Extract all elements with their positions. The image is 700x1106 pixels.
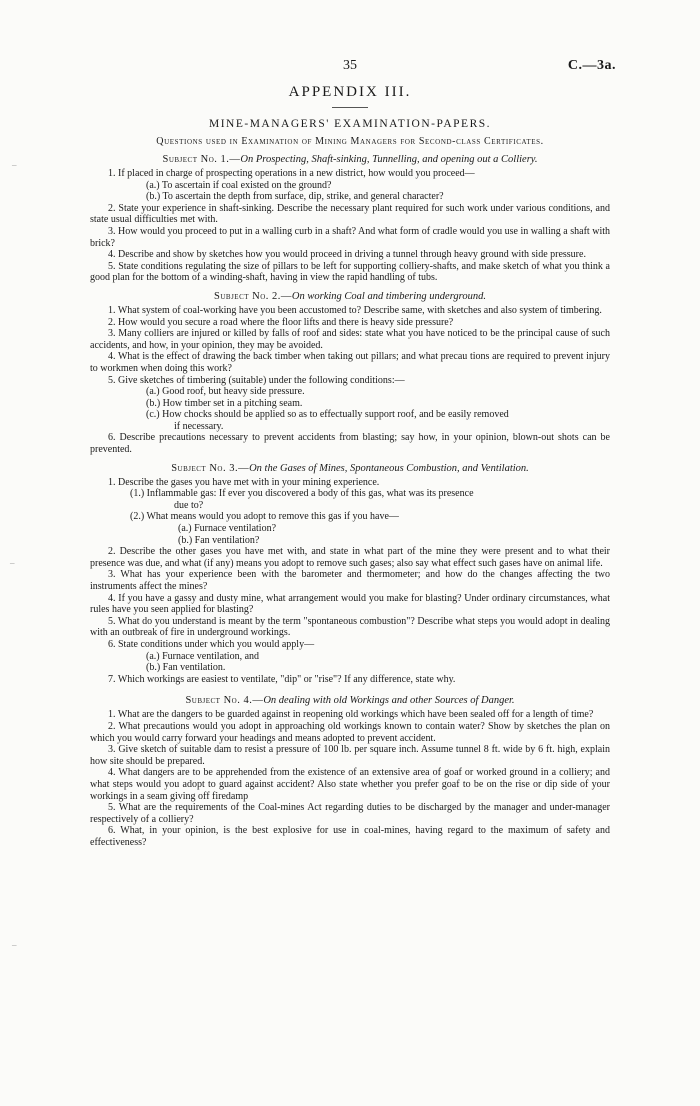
- question: 1. Describe the gases you have met with in your mining experience.: [108, 476, 380, 488]
- page-header: [90, 58, 616, 80]
- sub-question-continuation: if necessary.: [174, 420, 224, 432]
- question: 4. If you have a gassy and dusty mine, what arrangement would you make for blasting? Under ordinary circumstances, what rules have you seen applied for blasting?: [90, 592, 610, 616]
- question: 3. How would you proceed to put in a walling curb in a shaft? And what form of cradle would you use in walling a shaft with brick?: [90, 225, 610, 249]
- exam-title: MINE-MANAGERS' EXAMINATION-PAPERS.: [208, 118, 492, 130]
- title-divider: [332, 107, 368, 108]
- subject-heading: [90, 462, 610, 475]
- sub-question: (a.) Good roof, but heavy side pressure.: [146, 386, 305, 398]
- question: 6. What, in your opinion, is the best explosive for use in coal-mines, having regard to the maximum of safety and effectiveness?: [90, 825, 610, 848]
- sub-question: (2.) What means would you adopt to remove this gas if you have—: [130, 511, 399, 523]
- question: 2. How would you secure a road where the floor lifts and there is heavy side pressure?: [108, 316, 454, 328]
- scan-margin-mark: –: [12, 160, 17, 170]
- question: 4. Describe and show by sketches how you would proceed in driving a tunnel through heavy ground with side pressure.: [108, 249, 586, 261]
- subject-heading: [90, 290, 610, 303]
- sub-question: (c.) How chocks should be applied so as to effectually support roof, and be easily removed: [146, 409, 509, 421]
- subject-label: Subject No. 4.—: [185, 695, 264, 707]
- sub-question-continuation: due to?: [174, 499, 204, 511]
- question: 5. Give sketches of timbering (suitable) under the following conditions:—: [108, 374, 405, 386]
- question: 4. What dangers are to be apprehended from the existence of an extensive area of goaf or worked ground in a colliery; and what steps would you adopt to guard against accident? Also state whether you prefer goaf to be on the rise or dip side of your workings in a seam giving off firedamp: [90, 767, 610, 802]
- question: 3. Give sketch of suitable dam to resist a pressure of 100 lb. per square inch. Assume tunnel 8 ft. wide by 6 ft. high, explain how site should be prepared.: [90, 744, 610, 767]
- subject-label: Subject No. 2.—: [214, 290, 292, 302]
- subject-title: On working Coal and timbering underground.: [291, 290, 486, 302]
- sub-question: (b.) Fan ventilation.: [146, 662, 226, 674]
- scan-margin-mark: –: [12, 940, 17, 950]
- appendix-title: APPENDIX III.: [288, 84, 412, 100]
- sub-question: (1.) Inflammable gas: If ever you discovered a body of this gas, what was its presence: [130, 488, 474, 500]
- subject-label: Subject No. 1.—: [162, 154, 241, 165]
- sub-question: (b.) To ascertain the depth from surface, dip, strike, and general character?: [146, 191, 444, 203]
- question: 3. Many colliers are injured or killed by falls of roof and sides: state what you have noticed to be the principal cause of such accidents, and how, in your opinion, they may be avoided.: [90, 328, 610, 351]
- question: 4. What is the effect of drawing the back timber when taking out pillars; and what precau tions are required to prevent injury to workmen when doing this work?: [90, 351, 610, 374]
- question: 6. Describe precautions necessary to prevent accidents from blasting; say how, in your opinion, blown-out shots can be prevented.: [90, 432, 610, 456]
- sub-question: (b.) Fan ventilation?: [178, 534, 260, 546]
- subject-heading: [90, 153, 610, 166]
- subject-title: On dealing with old Workings and other Sources of Danger.: [263, 695, 515, 707]
- question: 2. State your experience in shaft-sinking. Describe the necessary plant required for such work under various conditions, and state usual difficulties met with.: [90, 202, 610, 226]
- sub-question: (a.) To ascertain if coal existed on the ground?: [146, 179, 332, 191]
- question: 7. Which workings are easiest to ventilate, "dip" or "rise"? If any difference, state why.: [108, 673, 456, 685]
- question: 5. What do you understand is meant by the term "spontaneous combustion"? Describe what steps you would adopt in dealing with an outbreak of fire in underground workings.: [90, 615, 610, 639]
- question: 6. State conditions under which you would apply—: [108, 638, 315, 650]
- sub-question: (a.) Furnace ventilation, and: [146, 650, 260, 662]
- subject-label: Subject No. 3.—: [171, 462, 250, 474]
- subject-title: On Prospecting, Shaft-sinking, Tunnelling, and opening out a Colliery.: [240, 154, 538, 165]
- question: 1. What are the dangers to be guarded against in reopening old workings which have been sealed off for a length of time?: [108, 709, 594, 721]
- question: 1. What system of coal-working have you been accustomed to? Describe same, with sketches and also system of timbering.: [108, 304, 602, 316]
- subject-heading: [90, 694, 610, 707]
- subject-title: On the Gases of Mines, Spontaneous Combustion, and Ventilation.: [249, 462, 529, 474]
- questions-heading: Questions used in Examination of Mining Managers for Second-class Certificates.: [156, 136, 544, 147]
- scan-margin-mark: –: [10, 558, 15, 568]
- page-number: 35: [343, 58, 357, 73]
- question: 1. If placed in charge of prospecting operations in a new district, how would you proceed—: [108, 168, 475, 179]
- question: 5. What are the requirements of the Coal-mines Act regarding duties to be discharged by the manager and under-manager respectively of a colliery?: [90, 802, 610, 825]
- question: 2. What precautions would you adopt in approaching old workings known to contain water? Show by sketches the plan on which you would carry forward your headings and means adopted to prevent accident.: [90, 720, 610, 744]
- question: 3. What has your experience been with the barometer and thermometer; and how do the changes affecting the two instruments affect the mines?: [90, 569, 610, 592]
- sub-question: (a.) Furnace ventilation?: [178, 523, 277, 535]
- question: 2. Describe the other gases you have met with, and state in what part of the mine they were present and to what their presence was due, and what (if any) means you adopt to remove such gases; also say what effect such gases have on animal life.: [90, 546, 610, 569]
- document-page: [90, 58, 616, 848]
- sub-question: (b.) How timber set in a pitching seam.: [146, 397, 303, 409]
- question: 5. State conditions regulating the size of pillars to be left for supporting colliery-shafts, and make sketch of what you think a good plan for the bottom of a winding-shaft, having in view the rapid handling of tubs.: [90, 260, 610, 284]
- document-reference: C.—3a.: [567, 58, 616, 73]
